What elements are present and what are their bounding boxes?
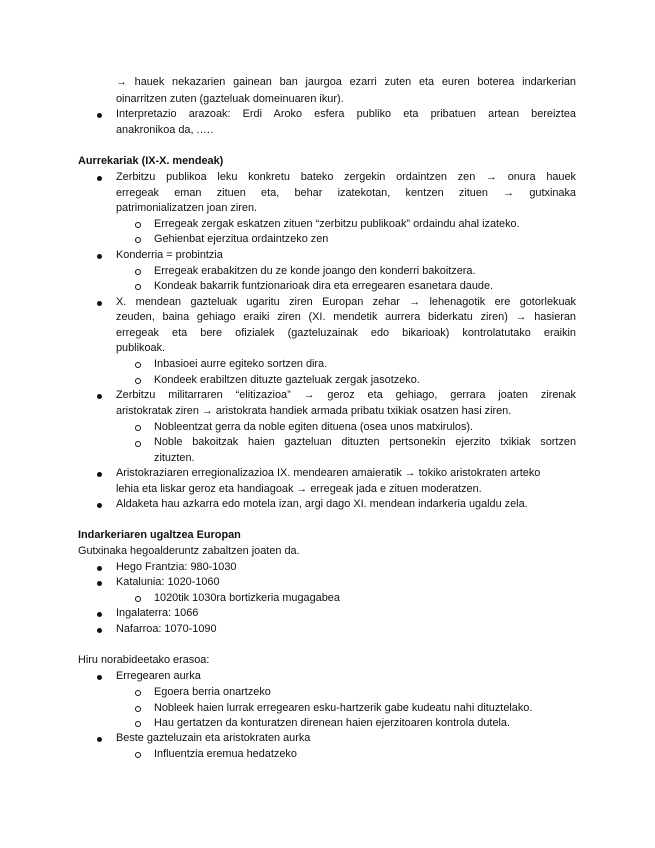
list-item: patrimonializatzen joan ziren.: [116, 202, 258, 214]
sub-list-item: zituzten.: [154, 452, 195, 464]
paragraph-line: Hiru norabideetako erasoa:: [78, 654, 210, 666]
list-item: Aristokraziaren erregionalizazioa IX. mendearen amaieratik → tokiko aristokraten arteko: [116, 467, 541, 479]
bullet-icon: [97, 301, 102, 306]
list-item: Katalunia: 1020-1060: [116, 576, 220, 588]
sub-bullet-icon: [135, 362, 141, 368]
list-item: Interpretazio arazoak: Erdi Aroko esfera publiko eta pribatuen artean bereiztea: [116, 108, 576, 120]
sub-bullet-icon: [135, 269, 141, 275]
list-item: X. mendean gazteluak ugaritu ziren Europan zehar → lehenagotik ere gotorlekuak: [116, 296, 576, 308]
bullet-icon: [97, 737, 102, 742]
bullet-icon: [97, 612, 102, 617]
bullet-icon: [97, 113, 102, 118]
sub-bullet-icon: [135, 690, 141, 696]
sub-list-item: Noble bakoitzak haien gazteluan dituzten pertsonekin ejerzito txikiak sortzen: [154, 436, 576, 448]
paragraph-line: Gutxinaka hegoalderuntz zabaltzen joaten da.: [78, 545, 300, 557]
sub-list-item: Nobleentzat gerra da noble egiten dituena (osea unos matxirulos).: [154, 421, 474, 433]
list-item: Konderria = probintzia: [116, 249, 223, 261]
sub-list-item: Kondeak bakarrik funtzionarioak dira eta erregearen esanetara daude.: [154, 280, 494, 292]
sub-list-item: Influentzia eremua hedatzeko: [154, 748, 297, 760]
list-item: anakronikoa da, .….: [116, 124, 214, 136]
list-item: erregeak eta bere ofizialek (gazteluzainak edo bikarioak) kontrolatutako eraikin: [116, 327, 576, 339]
bullet-icon: [97, 566, 102, 571]
sub-bullet-icon: [135, 237, 141, 243]
list-item: Beste gazteluzain eta aristokraten aurka: [116, 732, 311, 744]
sub-bullet-icon: [135, 284, 141, 290]
sub-bullet-icon: [135, 441, 141, 447]
sub-list-item: Erregeak erabakitzen du ze konde joango den konderri bakoitzera.: [154, 265, 476, 277]
sub-bullet-icon: [135, 378, 141, 384]
paragraph-line: → hauek nekazarien gainean ban jaurgoa ezarri zuten eta euren boterea indarkerian: [116, 76, 576, 88]
paragraph-line: oinarritzen zuten (gazteluak domeinuaren ikur).: [116, 93, 344, 105]
list-item: Zerbitzu militarraren “elitizazioa” → geroz eta gehiago, gerrara joaten zirenak: [116, 389, 576, 401]
bullet-icon: [97, 472, 102, 477]
list-item: Nafarroa: 1070-1090: [116, 623, 217, 635]
list-item: Hego Frantzia: 980-1030: [116, 561, 237, 573]
section-heading: Indarkeriaren ugaltzea Europan: [78, 529, 241, 541]
sub-bullet-icon: [135, 222, 141, 228]
sub-bullet-icon: [135, 721, 141, 727]
sub-list-item: Inbasioei aurre egiteko sortzen dira.: [154, 358, 328, 370]
bullet-icon: [97, 176, 102, 181]
list-item: Aldaketa hau azkarra edo motela izan, argi dago XI. mendean indarkeria ugaldu zela.: [116, 498, 528, 510]
sub-list-item: Nobleek haien lurrak erregearen esku-hartzerik gabe kudeatu nahi dituztelako.: [154, 702, 533, 714]
sub-list-item: 1020tik 1030ra bortizkeria mugagabea: [154, 592, 340, 604]
bullet-icon: [97, 394, 102, 399]
sub-list-item: Erregeak zergak eskatzen zituen “zerbitzu publikoak” ordaindu ahal izateko.: [154, 218, 520, 230]
section-heading: Aurrekariak (IX-X. mendeak): [78, 155, 224, 167]
sub-list-item: Egoera berria onartzeko: [154, 686, 271, 698]
list-item: Ingalaterra: 1066: [116, 607, 199, 619]
list-item: publikoak.: [116, 342, 166, 354]
sub-list-item: Gehienbat ejerzitua ordaintzeko zen: [154, 233, 329, 245]
bullet-icon: [97, 254, 102, 259]
bullet-icon: [97, 628, 102, 633]
sub-list-item: Kondeek erabiltzen dituzte gazteluak zergak jasotzeko.: [154, 374, 420, 386]
sub-bullet-icon: [135, 596, 141, 602]
list-item: zeuden, baina gehiago eraiki ziren (XI. mendetik aurrera biderkatu ziren) → hasieran: [116, 311, 576, 323]
list-item: aristokratak ziren → aristokrata handiek armada pribatu txikiak osatzen hasi ziren.: [116, 405, 512, 417]
sub-bullet-icon: [135, 425, 141, 431]
list-item: lehia eta liskar geroz eta handiagoak → erregeak jada e zituen moderatzen.: [116, 483, 482, 495]
list-item: Zerbitzu publikoa leku konkretu bateko zergekin ordaintzen zen → onura hauek: [116, 171, 576, 183]
bullet-icon: [97, 581, 102, 586]
list-item: Erregearen aurka: [116, 670, 201, 682]
list-item: erregeak eman zituen eta, behar izatekotan, kentzen zituen → gutxinaka: [116, 187, 576, 199]
bullet-icon: [97, 675, 102, 680]
sub-bullet-icon: [135, 752, 141, 758]
sub-bullet-icon: [135, 706, 141, 712]
sub-list-item: Hau gertatzen da konturatzen direnean haien ejerzitoaren kontrola dutela.: [154, 717, 510, 729]
bullet-icon: [97, 503, 102, 508]
